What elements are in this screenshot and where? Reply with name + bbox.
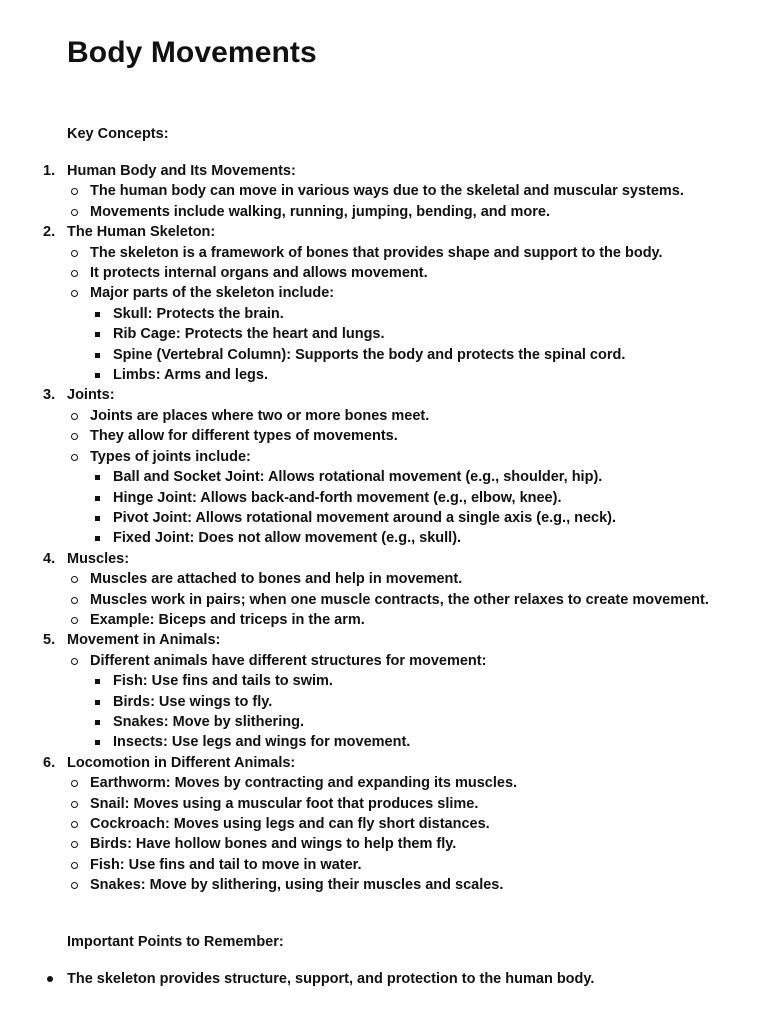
section-item — [0, 630, 760, 752]
section-points — [67, 243, 760, 386]
point-text: Muscles work in pairs; when one muscle contracts, the other relaxes to create movement. — [90, 591, 709, 608]
remember-item: The skeleton provides structure, support, and protection to the human body. — [0, 969, 760, 989]
point-item — [67, 181, 760, 201]
point-item — [67, 569, 760, 589]
point-text: Muscles are attached to bones and help in movement. — [90, 571, 463, 588]
point-item — [67, 263, 760, 283]
section-number: 6. — [43, 754, 56, 771]
section-number: 5. — [43, 632, 56, 649]
section-number: 4. — [43, 550, 56, 567]
point-item — [67, 814, 760, 834]
key-concepts-heading: Key Concepts: — [67, 126, 169, 142]
section-heading: Movement in Animals: — [67, 632, 221, 649]
point-text: It protects internal organs and allows movement. — [90, 265, 428, 282]
point-text: Different animals have different structures for movement: — [90, 652, 487, 669]
point-item — [67, 283, 760, 385]
subpoint-item: Rib Cage: Protects the heart and lungs. — [90, 324, 760, 344]
point-item — [67, 406, 760, 426]
important-points-heading: Important Points to Remember: — [67, 934, 284, 950]
point-text: Movements include walking, running, jumping, bending, and more. — [90, 203, 550, 220]
point-text: Snakes: Move by slithering, using their muscles and scales. — [90, 877, 504, 894]
point-text: Snail: Moves using a muscular foot that produces slime. — [90, 795, 479, 812]
section-number: 3. — [43, 387, 56, 404]
subpoints-list — [90, 671, 760, 753]
subpoints-list — [90, 467, 760, 549]
subpoint-item: Insects: Use legs and wings for movement. — [90, 732, 760, 752]
point-text: Birds: Have hollow bones and wings to help them fly. — [90, 836, 457, 853]
section-points — [67, 406, 760, 549]
subpoint-item: Fish: Use fins and tails to swim. — [90, 671, 760, 691]
section-points — [67, 181, 760, 222]
section-item — [0, 753, 760, 896]
section-number: 1. — [43, 163, 56, 179]
point-text: They allow for different types of movements. — [90, 428, 398, 445]
subpoint-item: Skull: Protects the brain. — [90, 304, 760, 324]
subpoint-item: Ball and Socket Joint: Allows rotational movement (e.g., shoulder, hip). — [90, 467, 760, 487]
section-heading: The Human Skeleton: — [67, 224, 216, 241]
point-item — [67, 875, 760, 895]
section-points — [67, 651, 760, 753]
point-text: The human body can move in various ways due to the skeletal and muscular systems. — [90, 183, 684, 200]
point-text: Earthworm: Moves by contracting and expanding its muscles. — [90, 775, 518, 792]
section-heading: Joints: — [67, 387, 115, 404]
subpoint-item: Snakes: Move by slithering. — [90, 712, 760, 732]
point-item — [67, 610, 760, 630]
point-text: Types of joints include: — [90, 448, 251, 465]
section-number: 2. — [43, 224, 56, 241]
point-text: Joints are places where two or more bones meet. — [90, 407, 430, 424]
point-item — [67, 794, 760, 814]
subpoint-item: Birds: Use wings to fly. — [90, 692, 760, 712]
point-item — [67, 773, 760, 793]
section-points — [67, 569, 760, 630]
point-text: Major parts of the skeleton include: — [90, 285, 335, 302]
point-item — [67, 426, 760, 446]
section-item — [0, 385, 760, 548]
remember-list — [0, 969, 760, 989]
section-item — [0, 222, 760, 385]
page-title: Body Movements — [67, 36, 317, 69]
subpoints-list — [90, 304, 760, 386]
point-item — [67, 590, 760, 610]
sections-list — [0, 161, 760, 896]
subpoint-item: Fixed Joint: Does not allow movement (e.g., skull). — [90, 528, 760, 548]
section-heading: Locomotion in Different Animals: — [67, 754, 296, 771]
point-item — [67, 651, 760, 753]
subpoint-item: Hinge Joint: Allows back-and-forth movement (e.g., elbow, knee). — [90, 488, 760, 508]
section-heading: Muscles: — [67, 550, 130, 567]
point-item — [67, 243, 760, 263]
point-item — [67, 447, 760, 549]
point-text: Example: Biceps and triceps in the arm. — [90, 611, 365, 628]
section-heading: Human Body and Its Movements: — [67, 163, 296, 179]
section-item — [0, 549, 760, 631]
point-text: Fish: Use fins and tail to move in water. — [90, 856, 362, 873]
point-item — [67, 855, 760, 875]
subpoint-item: Limbs: Arms and legs. — [90, 365, 760, 385]
point-text: Cockroach: Moves using legs and can fly short distances. — [90, 816, 490, 832]
point-text: The skeleton is a framework of bones that provides shape and support to the body. — [90, 244, 663, 261]
subpoint-item: Spine (Vertebral Column): Supports the body and protects the spinal cord. — [90, 345, 760, 365]
section-item — [0, 161, 760, 222]
section-points — [67, 773, 760, 895]
subpoint-item: Pivot Joint: Allows rotational movement around a single axis (e.g., neck). — [90, 508, 760, 528]
point-item — [67, 834, 760, 854]
point-item — [67, 202, 760, 222]
